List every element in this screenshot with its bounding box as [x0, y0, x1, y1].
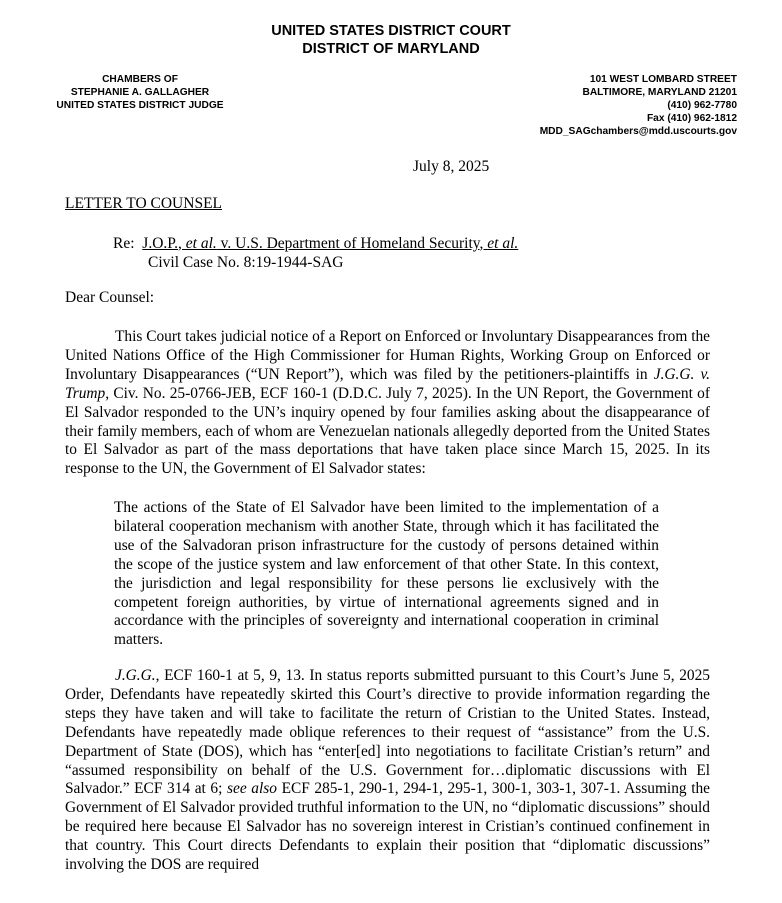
chambers-block: [40, 73, 240, 112]
block-quote: The actions of the State of El Salvador have been limited to the implementation of a bilateral cooperation mechanism with another State, through which it has facilitated the use of the Salvadoran prison infrastructure for the custody of persons detained within the scope of the justice system and law enforcement of that other State. In this context, the jurisdiction and legal responsibility for these persons lie exclusively with the competent foreign authorities, by virtue of international agreements signed and in accordance with the principles of sovereignty and international cooperation in criminal matters.: [114, 499, 659, 649]
judge-title: UNITED STATES DISTRICT JUDGE: [56, 100, 224, 111]
address-block: [477, 73, 737, 138]
case-caption: J.O.P., et al. v. U.S. Department of Homeland Security, et al.: [142, 235, 519, 252]
case-number: Civil Case No. 8:19-1944-SAG: [148, 254, 344, 271]
re-label: Re:: [113, 235, 135, 252]
chambers-line: CHAMBERS OF: [102, 74, 178, 85]
court-header: [0, 22, 782, 58]
case-citation: J.G.G.: [115, 667, 156, 684]
court-district: DISTRICT OF MARYLAND: [302, 41, 480, 57]
address-phone: (410) 962-7780: [667, 100, 737, 111]
address-fax: Fax (410) 962-1812: [646, 113, 737, 124]
body-paragraph-1: This Court takes judicial notice of a Report on Enforced or Involuntary Disappearances from the United Nations Office of the High Commissioner for Human Rights, Working Group on Enforced or Involuntary Disappearances (“UN Report”), which was filed by the petitioners-plaintiffs in J.G.G. v. Trump, Civ. No. 25-0766-JEB, ECF 160-1 (D.D.C. July 7, 2025). In the UN Report, the Government of El Salvador responded to the UN’s inquiry opened by four families asking about the disappearance of their family members, each of whom are Venezuelan nationals allegedly deported from the United States to El Salvador as part of the mass deportations that have taken place since March 15, 2025. In its response to the UN, the Government of El Salvador states:: [65, 328, 710, 478]
address-city: BALTIMORE, MARYLAND 21201: [582, 87, 737, 98]
case-citation: J.G.G. v. Trump: [65, 365, 710, 402]
re-line: [113, 234, 518, 253]
body-paragraph-2: J.G.G., ECF 160-1 at 5, 9, 13. In status reports submitted pursuant to this Court’s June 5, 2025 Order, Defendants have repeatedly skirted this Court’s directive to provide information regarding the steps they have taken and will take to facilitate the return of Cristian to the United States. Instead, Defendants have repeatedly made oblique references to their request of “assistance” from the U.S. Department of State (DOS), which has “enter[ed] into negotiations to facilitate Cristian’s return” and “assumed responsibility on behalf of the U.S. Government for…diplomatic discussions with El Salvador.” ECF 314 at 6; see also ECF 285-1, 290-1, 294-1, 295-1, 300-1, 303-1, 307-1. Assuming the Government of El Salvador provided truthful information to the UN, no “diplomatic discussions” should be required here because El Salvador has no sovereign interest in Cristian’s continued confinement in that country. This Court directs Defendants to explain their position that “diplomatic discussions” involving the DOS are required: [65, 667, 710, 874]
salutation: Dear Counsel:: [65, 289, 155, 306]
address-street: 101 WEST LOMBARD STREET: [589, 74, 737, 85]
judge-name: STEPHANIE A. GALLAGHER: [70, 87, 210, 98]
see-also: see also: [227, 780, 277, 798]
letter-heading: LETTER TO COUNSEL: [65, 195, 223, 212]
re-block: [113, 234, 518, 272]
letter-date: July 8, 2025: [413, 158, 490, 175]
address-email: MDD_SAGchambers@mdd.uscourts.gov: [539, 126, 737, 137]
court-name: UNITED STATES DISTRICT COURT: [271, 23, 511, 39]
